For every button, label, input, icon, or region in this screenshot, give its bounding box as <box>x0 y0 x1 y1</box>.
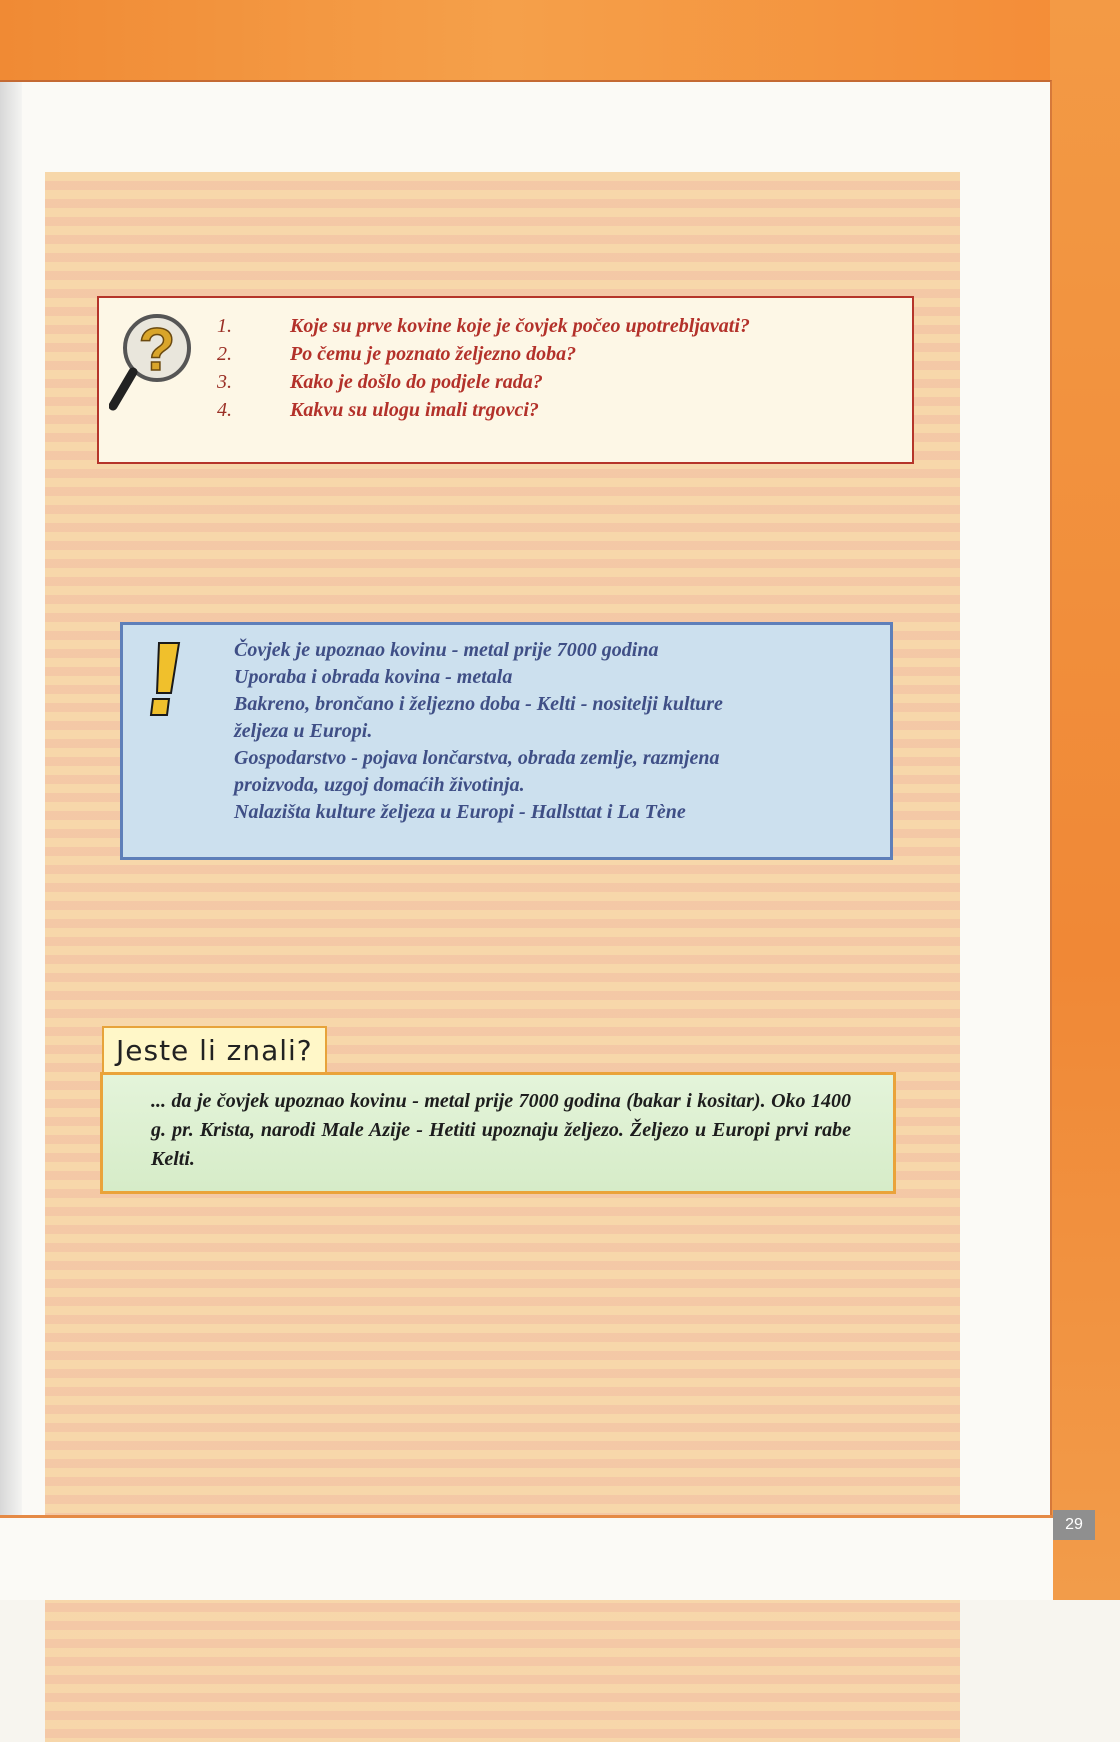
page-binding-edge <box>0 82 22 1600</box>
summary-line: Gospodarstvo - pojava lončarstva, obrada zemlje, razmjena <box>234 747 720 769</box>
did-you-know-box <box>100 1072 896 1194</box>
question-item: 2. Po čemu je poznato željezno doba? <box>217 343 577 365</box>
summary-lines <box>234 637 874 826</box>
top-decor-band <box>0 0 1120 82</box>
did-you-know-title: Jeste li znali? <box>102 1026 327 1074</box>
questions-box <box>97 296 914 464</box>
footer-rule <box>0 1515 1053 1518</box>
question-item: 4. Kakvu su ulogu imali trgovci? <box>217 399 539 421</box>
did-you-know-text: ... da je čovjek upoznao kovinu - metal prije 7000 godina (bakar i kositar). Oko 1400 g. pr. Krista, narodi Male Azije - Hetiti upoznaju željezo. Željezo u Europi prvi rabe Kelti. <box>151 1090 851 1170</box>
question-item: 3. Kako je došlo do podjele rada? <box>217 371 543 393</box>
page-number: 29 <box>1053 1510 1095 1540</box>
magnifier-question-icon <box>109 306 199 416</box>
summary-line: željeza u Europi. <box>234 720 373 742</box>
summary-line: Bakreno, brončano i željezno doba - Kelti - nositelji kulture <box>234 693 723 715</box>
summary-line: Nalazišta kulture željeza u Europi - Hallsttat i La Tène <box>234 801 686 823</box>
summary-box <box>120 622 893 860</box>
exclamation-icon <box>145 639 185 719</box>
right-decor-band <box>1050 0 1120 1600</box>
summary-line: Uporaba i obrada kovina - metala <box>234 666 513 688</box>
summary-line: Čovjek je upoznao kovinu - metal prije 7000 godina <box>234 639 659 661</box>
questions-list <box>217 312 750 424</box>
svg-text:?: ? <box>138 316 176 383</box>
summary-line: proizvoda, uzgoj domaćih životinja. <box>234 774 525 796</box>
question-item: 1. Koje su prve kovine koje je čovjek počeo upotrebljavati? <box>217 315 750 337</box>
page-bottom <box>0 1518 1053 1600</box>
